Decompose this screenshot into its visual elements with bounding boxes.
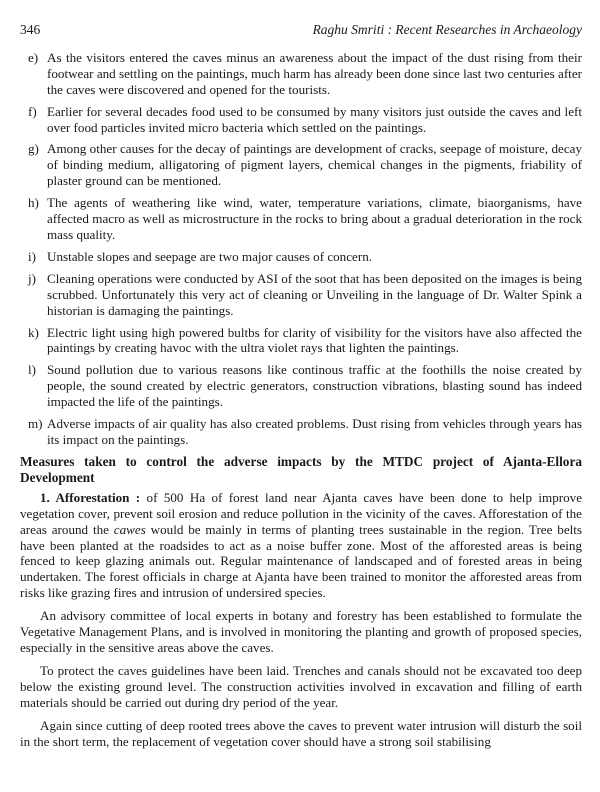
list-item-text: As the visitors entered the caves minus an awareness about the impact of the dust rising from their footwear and settling on the paintings, much harm has already been done since last two centuries after the caves were discovered and opened for the tourists. — [47, 49, 582, 97]
list-marker: i) — [28, 248, 36, 264]
list-item — [20, 325, 582, 357]
list-item-text: Adverse impacts of air quality has also created problems. Dust rising from vehicles through years has its impact on the paintings. — [47, 416, 582, 447]
list-item — [20, 362, 582, 410]
list-item-text: Among other causes for the decay of paintings are development of cracks, seepage of moisture, decay of binding medium, alligatoring of pigment layers, chemical changes in the pigments, friability of plaster ground can be mentioned. — [47, 141, 582, 189]
list-marker: m) — [28, 416, 43, 432]
afforestation-text-1: of 500 Ha of forest land near Ajanta caves have been done to help improve vegetation cover, prevent soil erosion and reduce pollution in the vicinity of the caves. Afforestation of the areas around the — [20, 489, 583, 537]
afforestation-italic-word: cawes — [113, 521, 146, 537]
page-number: 346 — [20, 22, 41, 37]
list-item-text: The agents of weathering like wind, water, temperature variations, climate, biaorganisms, have affected macro as well as microstructure in the rocks to bring about a gradual deterioration in the rock mass quality. — [47, 195, 582, 242]
list-marker: l) — [28, 362, 36, 378]
list-marker: f) — [28, 103, 37, 119]
list-item-text: Cleaning operations were conducted by ASI of the soot that has been deposited on the images is being scrubbed. Unfortunately this very act of cleaning or Unveiling in the language of Dr. Walter Spink a historian is damaging the paintings. — [47, 270, 582, 318]
list-item — [20, 50, 582, 98]
list-item-text: Earlier for several decades food used to be consumed by many visitors just outside the caves and left over food particles invited micro bacteria which settled on the paintings. — [47, 103, 582, 135]
list-item — [20, 195, 582, 243]
list-item — [20, 249, 582, 265]
body-paragraph: To protect the caves guidelines have been laid. Trenches and canals should not be excavated too deep below the existing ground level. The construction activities involved in excavation and filling of earth materials should be carried out during dry period of the year. — [20, 662, 582, 710]
list-marker: e) — [28, 49, 39, 65]
list-marker: g) — [28, 141, 39, 157]
list-item-text: Sound pollution due to various reasons like continous traffic at the foothills the noise created by people, the sound created by electric generators, construction vibrations, blasting sound has indeed impacted the life of the paintings. — [47, 362, 582, 410]
list-item — [20, 104, 582, 136]
list-marker: j) — [28, 270, 36, 286]
list-item-text: Unstable slopes and seepage are two major causes of concern. — [47, 248, 373, 264]
list-marker: k) — [28, 324, 39, 340]
body-paragraph: Again since cutting of deep rooted trees above the caves to prevent water intrusion will disturb the soil in the short term, the replacement of vegetation cover should have a strong soil stabilising — [20, 717, 582, 749]
running-title: Raghu Smriti : Recent Researches in Archaeology — [312, 22, 582, 37]
body-paragraph: An advisory committee of local experts in botany and forestry has been established to formulate the Vegetative Management Plans, and is involved in monitoring the planting and growth of proposed species, especially in the sensitive areas above the caves. — [20, 608, 582, 655]
list-marker: h) — [28, 195, 39, 211]
cause-list — [20, 50, 582, 448]
list-item — [20, 141, 582, 189]
list-item — [20, 416, 582, 448]
list-item — [20, 271, 582, 319]
list-item-text: Electric light using high powered bultbs for clarity of visibility for the visitors have also affected the paintings by creating havoc with the ultra violet rays that lighten the paintings. — [47, 324, 582, 356]
afforestation-lead: 1. Afforestation : — [40, 489, 141, 505]
page-header — [20, 22, 582, 38]
section-heading: Measures taken to control the adverse impacts by the MTDC project of Ajanta-Ellora Development — [20, 453, 582, 485]
afforestation-text-2: would be mainly in terms of planting trees sustainable in the region. Tree belts have been planted at the roadsides to act as a noise buffer zone. Most of the afforested areas is being fenced to keep glazing animals out. Regular maintenance of landscaped and of forested areas in being undertaken. The forest officials in charge at Ajanta have been trained to monitor the afforested areas from risks like grazing fires and intrusion of undersired species. — [20, 521, 582, 601]
afforestation-paragraph — [20, 490, 582, 601]
